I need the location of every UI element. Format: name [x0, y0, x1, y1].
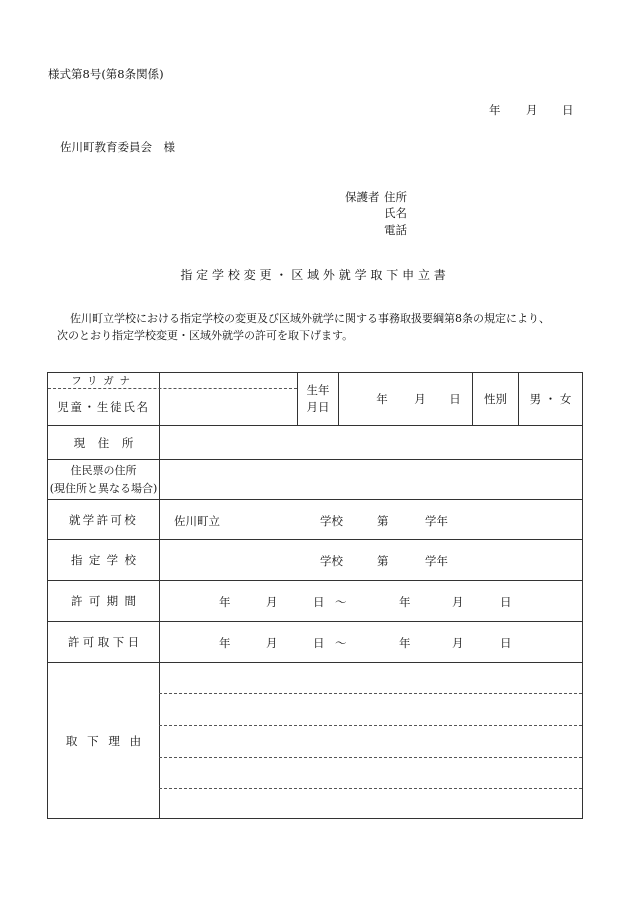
town-name: 佐川町立 [174, 514, 220, 528]
birth-divider-right [338, 373, 339, 425]
birth-label-line-1: 生年 [306, 383, 330, 397]
school-permitted-label: 就学許可校 [69, 512, 138, 527]
application-form-table [47, 372, 583, 819]
grade-prefix: 第 [377, 514, 389, 528]
withdraw-end-year: 年 [399, 636, 411, 650]
grade-suffix: 学年 [425, 514, 448, 528]
gender-options[interactable]: 男 ・ 女 [529, 392, 572, 406]
registered-address-label-line-2: (現住所と異なる場合) [49, 482, 158, 495]
date-year: 年 [489, 103, 501, 117]
gender-label: 性別 [484, 392, 507, 406]
withdraw-start-year: 年 [219, 636, 231, 650]
birth-year: 年 [376, 392, 388, 406]
guardian-label: 保護者 [345, 190, 380, 204]
withdraw-start-day: 日 [313, 636, 325, 650]
reason-label: 取下理由 [65, 734, 151, 748]
furigana-label: フリガナ [71, 375, 136, 387]
birth-month: 月 [414, 392, 426, 406]
grade-prefix: 第 [377, 554, 389, 568]
date-month: 月 [526, 103, 538, 117]
period-end-day: 日 [500, 595, 512, 609]
period-start-month: 月 [266, 595, 278, 609]
registered-address-input[interactable] [160, 460, 582, 499]
permitted-period-label: 許可期間 [71, 594, 143, 608]
grade-suffix: 学年 [425, 554, 448, 568]
period-end-year: 年 [399, 595, 411, 609]
withdraw-end-day: 日 [500, 636, 512, 650]
body-text-line-1: 佐川町立学校における指定学校の変更及び区域外就学に関する事務取扱要綱第8条の規定により、 [70, 312, 550, 325]
birth-label-line-2: 月日 [306, 400, 330, 414]
document-title: 指定学校変更・区域外就学取下申立書 [180, 268, 450, 282]
school-suffix: 学校 [320, 514, 343, 528]
withdrawal-date-label: 許可取下日 [67, 635, 143, 649]
registered-address-label-line-1: 住民票の住所 [70, 464, 137, 477]
addressee: 佐川町教育委員会 様 [60, 140, 175, 154]
date-day: 日 [562, 103, 574, 117]
period-tilde: ～ [335, 595, 347, 609]
form-number: 様式第8号(第8条関係) [48, 67, 164, 81]
designated-school-label: 指定学校 [71, 553, 143, 567]
current-address-label: 現住所 [73, 435, 147, 450]
current-address-input[interactable] [160, 426, 582, 459]
period-start-year: 年 [219, 595, 231, 609]
student-name-label: 児童・生徒氏名 [57, 400, 150, 414]
address-label: 住所 [384, 190, 407, 204]
furigana-input[interactable] [160, 373, 297, 388]
birth-day: 日 [449, 392, 461, 406]
name-label: 氏名 [384, 206, 407, 220]
withdraw-tilde: ～ [335, 636, 347, 650]
withdraw-start-month: 月 [266, 636, 278, 650]
student-name-input[interactable] [160, 389, 297, 425]
withdraw-end-month: 月 [452, 636, 464, 650]
period-start-day: 日 [313, 595, 325, 609]
phone-label: 電話 [384, 223, 407, 237]
school-suffix: 学校 [320, 554, 343, 568]
body-text-line-2: 次のとおり指定学校変更・区域外就学の許可を取下げます。 [57, 329, 354, 342]
reason-input-area[interactable] [160, 663, 582, 819]
period-end-month: 月 [452, 595, 464, 609]
